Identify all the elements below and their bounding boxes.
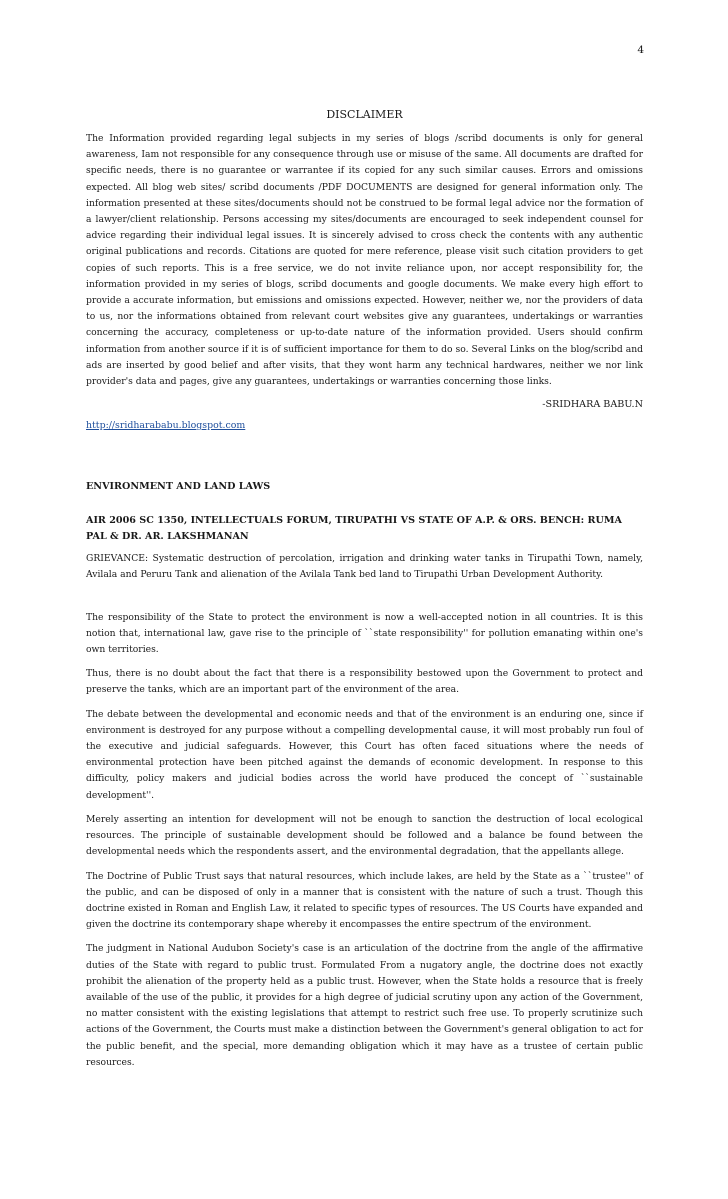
section-heading: ENVIRONMENT AND LAND LAWS [86,481,271,493]
paragraph-audubon: The judgment in National Audubon Society's case is an articulation of the doctrine from the angle of the affirmative duties of the State with regard to public trust. Formulated From a nugatory angle, the doctrine does not exactly prohibit the alienation of the property held as a public trust. However, when the State holds a resource that is freely available of the use of the public, it provides for a high degree of judicial scrutiny upon any action of the Government, no matter consistent with the existing legislations that attempt to restrict such free use. To properly scrutinize such actions of the Government, the Courts must make a distinction between the Government's general obligation to act for the public benefit, and the special, more demanding obligation which it may have as a trustee of certain public resources. [86,943,643,1068]
paragraph-balance: Merely asserting an intention for development will not be enough to sanction the destruction of local ecological resources. The principle of sustainable development should be followed and a balance be found between the developmental needs which the respondents assert, and the environmental degradation, that the appellants allege. [86,813,643,858]
paragraph-tanks-protection: Thus, there is no doubt about the fact that there is a responsibility bestowed upon the Government to protect and preserve the tanks, which are an important part of the environment of the area. [86,668,643,696]
disclaimer-title: DISCLAIMER [326,108,403,121]
disclaimer-text: The Information provided regarding legal subjects in my series of blogs /scribd documents is only for general awareness, Iam not responsible for any consequence through use or misuse of the same. All documents are drafted for specific needs, there is no guarantee or warrantee if its copied for any such similar causes. Errors and omissions expected. All blog web sites/ scribd documents /PDF DOCUMENTS are designed for general information only. The information presented at these sites/documents should not be construed to be formal legal advice nor the formation of a lawyer/client relationship. Persons accessing my sites/documents are encouraged to seek independent counsel for advice regarding their individual legal issues. It is sincerely advised to cross check the contents with any authentic original publications and records. Citations are quoted for mere reference, please visit such citation providers to get copies of such reports. This is a free service, we do not invite reliance upon, nor accept responsibility for, the information provided in my series of blogs, scribd documents and google documents. We make every high effort to provide a accurate information, but emissions and omissions expected. However, neither we, nor the providers of data to us, nor the informations obtained from relevant court websites give any guarantees, undertakings or warranties concerning the accuracy, completeness or up-to-date nature of the information provided. Users should confirm information from another source if it is of sufficient importance for them to do so. Several Links on the blog/scribd and ads are inserted by good belief and after visits, that they wont harm any technical hardwares, neither we nor link provider's data and pages, give any guarantees, undertakings or warranties concerning those links. [86,133,643,388]
grievance-paragraph: GRIEVANCE: Systematic destruction of percolation, irrigation and drinking water tanks in Tirupathi Town, namely, Avilala and Peruru Tank and alienation of the Avilala Tank bed land to Tirupathi Urban Development Authority. [86,553,643,581]
blog-link[interactable]: http://sridharababu.blogspot.com [86,420,246,432]
author-signature: -SRIDHARA BABU.N [542,399,643,411]
page-content [86,108,643,1079]
page-number: 4 [637,44,644,56]
paragraph-public-trust: The Doctrine of Public Trust says that natural resources, which include lakes, are held by the State as a ``trustee'' of the public, and can be disposed of only in a manner that is consistent with the nature of such a trust. Though this doctrine existed in Roman and English Law, it related to specific types of resources. The US Courts have expanded and given the doctrine its contemporary shape whereby it encompasses the entire spectrum of the environment. [86,870,643,931]
case-title: AIR 2006 SC 1350, INTELLECTUALS FORUM, TIRUPATHI VS STATE OF A.P. & ORS. BENCH: RUMA PAL & DR. AR. LAKSHMANAN [86,515,622,543]
paragraph-sustainable-development: The debate between the developmental and economic needs and that of the environment is an enduring one, since if environment is destroyed for any purpose without a compelling developmental cause, it will most probably run foul of the executive and judicial safeguards. However, this Court has often faced situations where the needs of environmental protection have been pitched against the demands of economic development. In response to this difficulty, policy makers and judicial bodies across the world have produced the concept of ``sustainable development''. [86,708,643,801]
paragraph-state-responsibility: The responsibility of the State to protect the environment is now a well-accepted notion in all countries. It is this notion that, international law, gave rise to the principle of ``state responsibility'' for pollution emanating within one's own territories. [86,611,643,656]
